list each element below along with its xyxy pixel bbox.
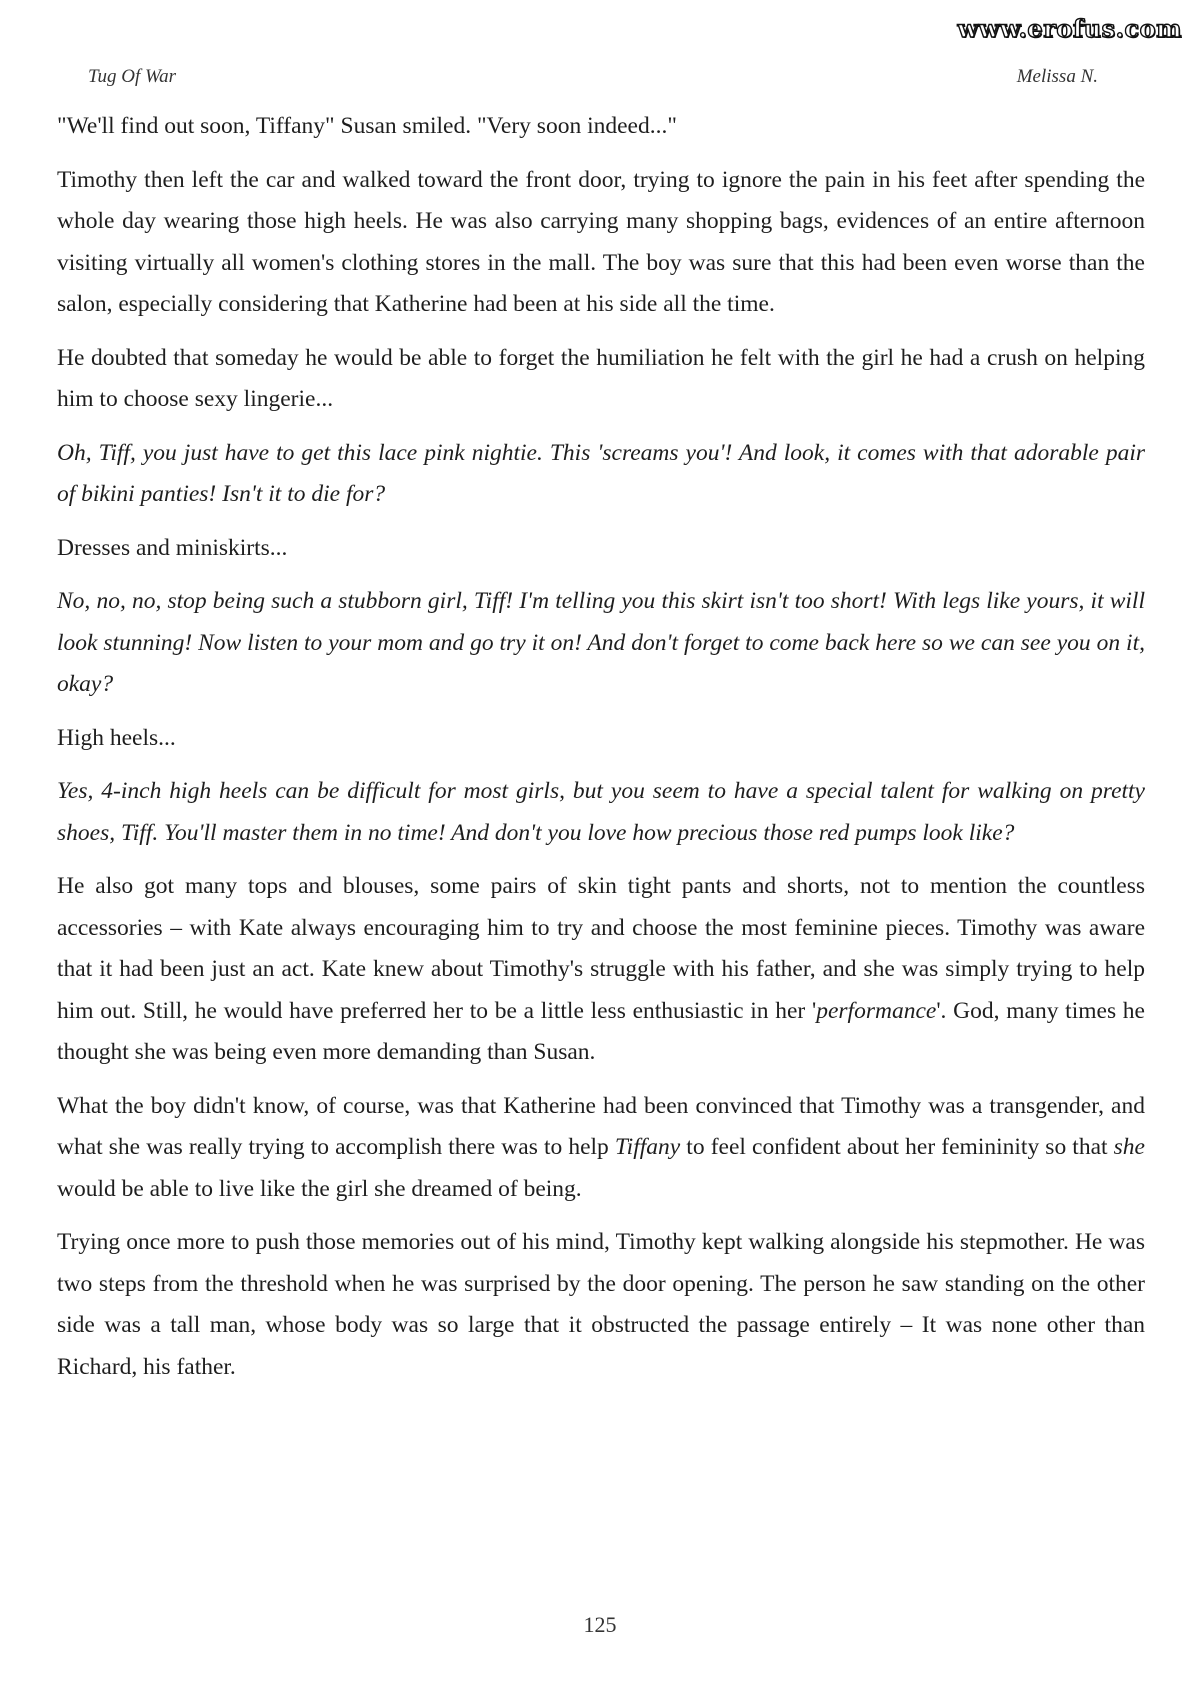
paragraph-10-emphasis-a: Tiffany bbox=[614, 1134, 681, 1160]
paragraph-9-text-b: '. God, many times he thought she was being even more demanding than Susan. bbox=[57, 997, 1145, 1065]
book-title: Tug Of War bbox=[88, 66, 176, 87]
paragraph-5: Dresses and miniskirts... bbox=[57, 534, 288, 561]
paragraph-2: Timothy then left the car and walked toward the front door, trying to ignore the pain in his feet after spending the whole day wearing those high heels. He was also carrying many shopping bags, evidences of an entire afternoon visiting virtually all women's clothing stores in the mall. The boy was sure that this had been even worse than the salon, especially considering that Katherine had been at his side all the time. bbox=[57, 166, 1145, 317]
paragraph-10 bbox=[57, 1086, 1145, 1211]
paragraph-4-italic: Oh, Tiff, you just have to get this lace pink nightie. This 'screams you'! And look, it comes with that adorable pair of bikini panties! Isn't it to die for? bbox=[57, 439, 1145, 507]
paragraph-9 bbox=[57, 866, 1145, 1074]
paragraph-9-emphasis: performance bbox=[816, 997, 937, 1024]
paragraph-10-emphasis-b: she bbox=[1113, 1134, 1145, 1160]
paragraph-9-text-a: He also got many tops and blouses, some pairs of skin tight pants and shorts, not to mention the countless accessories – with Kate always encouraging him to try and choose the most feminine pieces. Timothy was aware that it had been just an act. Kate knew about Timothy's struggle with his father, and she was simply trying to help him out. Still, he would have preferred her to be a little less enthusiastic in her ' bbox=[57, 873, 1145, 1024]
author-name: Melissa N. bbox=[1016, 66, 1098, 87]
paragraph-10-text-b: to feel confident about her femininity so that bbox=[680, 1134, 1114, 1160]
paragraph-8-italic: Yes, 4-inch high heels can be difficult for most girls, but you seem to have a special talent for walking on pretty shoes, Tiff. You'll master them in no time! And don't you love how precious those red pumps look like? bbox=[57, 778, 1145, 846]
page-text bbox=[57, 106, 1145, 1400]
page-number: 125 bbox=[583, 1612, 617, 1637]
paragraph-11: Trying once more to push those memories out of his mind, Timothy kept walking alongside his stepmother. He was two steps from the threshold when he was surprised by the door opening. The person he saw standing on the other side was a tall man, whose body was so large that it obstructed the passage entirely – It was none other than Richard, his father. bbox=[57, 1229, 1145, 1380]
paragraph-3: He doubted that someday he would be able to forget the humiliation he felt with the girl he had a crush on helping him to choose sexy lingerie... bbox=[57, 344, 1145, 412]
paragraph-10-text-c: would be able to live like the girl she dreamed of being. bbox=[57, 1175, 582, 1202]
paragraph-6-italic: No, no, no, stop being such a stubborn girl, Tiff! I'm telling you this skirt isn't too short! With legs like yours, it will look stunning! Now listen to your mom and go try it on! And don't forget to come back here so we can see you on it, okay? bbox=[57, 588, 1145, 697]
site-watermark: www.erofus.com bbox=[957, 14, 1182, 43]
paragraph-10-text-a: What the boy didn't know, of course, was that Katherine had been convinced that Timothy was a transgender, and what she was really trying to accomplish there was to help bbox=[57, 1092, 1145, 1160]
paragraph-1: "We'll find out soon, Tiffany" Susan smiled. "Very soon indeed..." bbox=[57, 113, 677, 139]
paragraph-7: High heels... bbox=[57, 724, 176, 751]
